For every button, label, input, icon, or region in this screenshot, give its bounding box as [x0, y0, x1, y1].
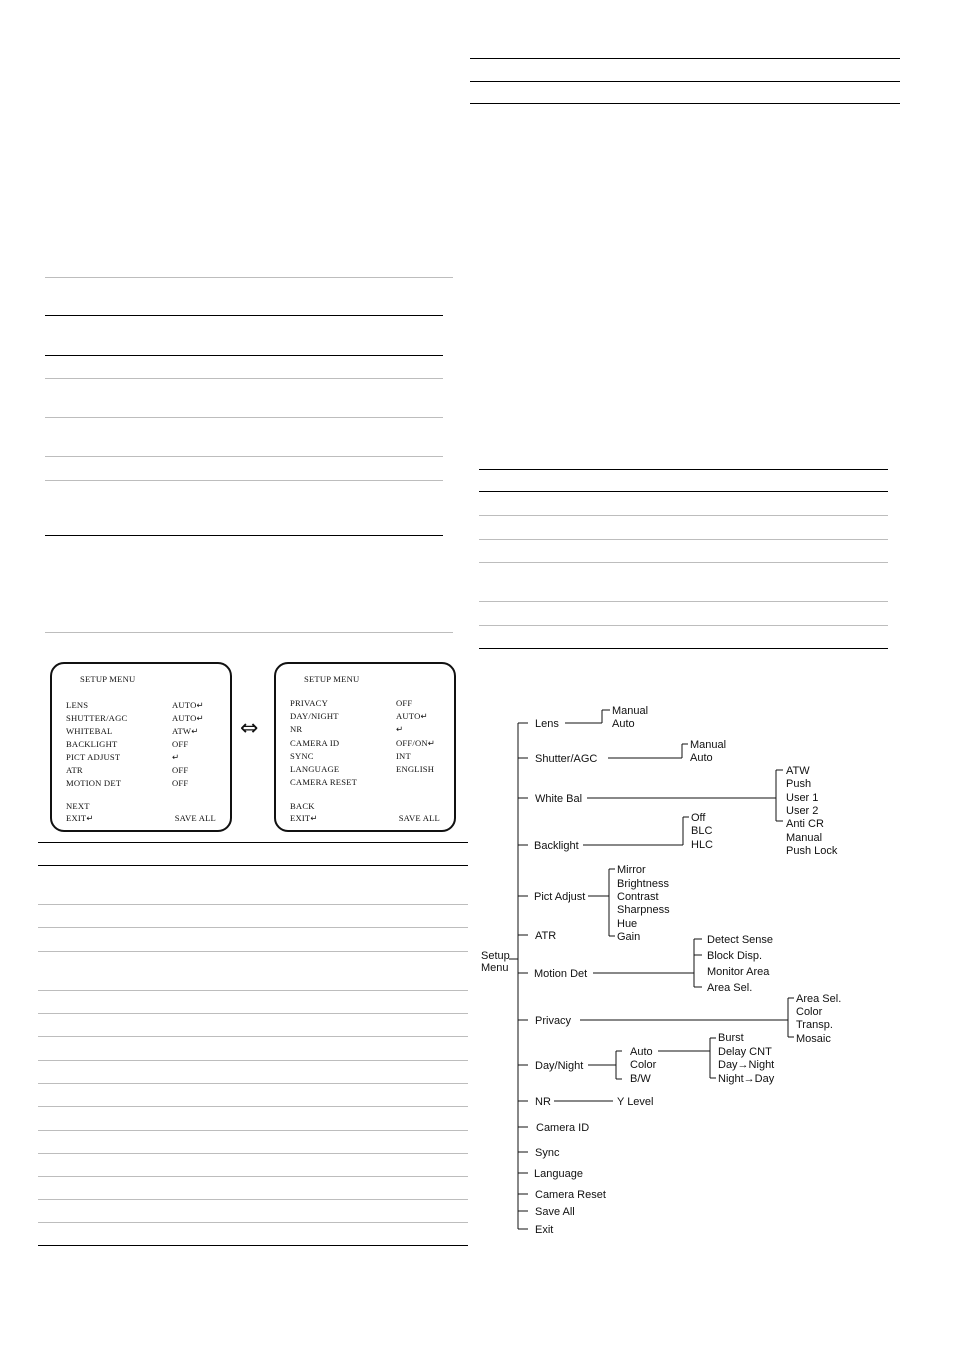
table-rule [38, 990, 468, 991]
menu-row-value: OFF [396, 698, 413, 708]
menu-row-motion-det [66, 778, 220, 790]
table-rule [38, 1153, 468, 1154]
tree-child: Gain [617, 931, 641, 943]
tree-grandchild: Burst [718, 1032, 744, 1044]
menu-row-label: MOTION DET [66, 778, 122, 788]
tree-child: Area Sel. [707, 982, 753, 994]
menu-footer [66, 813, 216, 825]
tree-child: ATW [786, 765, 810, 777]
menu-row-value: ↵ [396, 724, 404, 734]
tree-child: Color [630, 1059, 657, 1071]
table-rule [38, 1245, 468, 1246]
table-rule [38, 1199, 468, 1200]
menu-row-label: LANGUAGE [290, 764, 340, 774]
table-rule [38, 951, 468, 952]
menu-row-value: ↵ [172, 752, 180, 762]
tree-item-language: Language [534, 1168, 583, 1180]
tree-child: Contrast [617, 891, 659, 903]
table-rule [38, 927, 468, 928]
table-rule [479, 515, 888, 516]
tree-item-pict-adjust: Pict Adjust [534, 891, 586, 903]
table-rule [45, 378, 443, 379]
menu-next: NEXT [66, 801, 90, 811]
table-rule [479, 491, 888, 492]
menu-back: BACK [290, 801, 315, 811]
menu-row-value: ATW↵ [172, 726, 199, 736]
table-rule [38, 904, 468, 905]
table-rule [38, 1176, 468, 1177]
menu-row-shutter-agc [66, 713, 220, 725]
tree-item-camera-reset: Camera Reset [535, 1189, 606, 1201]
tree-item-lens: Lens [535, 718, 559, 730]
table-rule [45, 480, 443, 481]
table-rule [479, 562, 888, 563]
menu-row-label: BACKLIGHT [66, 739, 118, 749]
table-rule [45, 456, 443, 457]
menu-row-value: OFF [172, 778, 189, 788]
tree-root-label: Menu [481, 962, 509, 974]
menu-tree-diagram [470, 696, 870, 1246]
table-rule [45, 355, 443, 356]
tree-child: Anti CR [786, 818, 824, 830]
menu-row-backlight [66, 739, 220, 751]
menu-footer [290, 813, 440, 825]
menu-row-sync [290, 751, 444, 763]
setup-menu-page-2 [274, 662, 456, 832]
tree-child: Auto [690, 752, 713, 764]
menu-row-camera-reset [290, 777, 444, 789]
menu-row-value: ENGLISH [396, 764, 435, 774]
table-rule [38, 1222, 468, 1223]
table-rule [479, 469, 888, 470]
tree-child: Transp. [796, 1019, 833, 1031]
menu-row-day-night [290, 711, 444, 723]
tree-child: Detect Sense [707, 934, 774, 946]
menu-row-label: CAMERA RESET [290, 777, 358, 787]
tree-child: Push Lock [786, 845, 838, 857]
tree-grandchild: Delay CNT [718, 1046, 772, 1058]
tree-child: Monitor Area [707, 966, 770, 978]
table-rule [479, 539, 888, 540]
tree-child: Push [786, 778, 812, 790]
tree-child: Color [796, 1006, 823, 1018]
tree-child: Manual [690, 739, 727, 751]
menu-row-label: LENS [66, 700, 89, 710]
tree-item-camera-id: Camera ID [536, 1122, 590, 1134]
menu-row-label: PRIVACY [290, 698, 329, 708]
menu-exit: EXIT↵ [66, 813, 94, 823]
tree-child: B/W [630, 1073, 651, 1085]
tree-child: User 1 [786, 792, 819, 804]
menu-row-nr [290, 724, 444, 736]
tree-child: Auto [612, 718, 635, 730]
setup-menu-page-1 [50, 662, 232, 832]
menu-row-lens [66, 700, 220, 712]
menu-row-pict-adjust [66, 752, 220, 764]
table-rule [470, 58, 900, 59]
tree-child: Sharpness [617, 904, 670, 916]
tree-child: Mosaic [796, 1033, 831, 1045]
menu-row-value: OFF/ON↵ [396, 738, 436, 748]
menu-save-all: SAVE ALL [174, 813, 216, 823]
menu-row-atr [66, 765, 220, 777]
tree-child: HLC [691, 839, 714, 851]
tree-item-day-night: Day/Night [535, 1060, 584, 1072]
menu-row-label: PICT ADJUST [66, 752, 121, 762]
menu-row-camera-id [290, 738, 444, 750]
table-rule [45, 315, 443, 316]
tree-child: Mirror [617, 864, 646, 876]
tree-item-backlight: Backlight [534, 840, 579, 852]
menu-row-value: OFF [172, 765, 189, 775]
tree-child: Brightness [617, 878, 669, 890]
tree-root-label: Setup [481, 950, 510, 962]
menu-row-label: ATR [66, 765, 83, 775]
menu-row-label: NR [290, 724, 303, 734]
tree-item-shutter-agc: Shutter/AGC [535, 753, 598, 765]
table-rule [479, 601, 888, 602]
tree-child: BLC [691, 825, 713, 837]
table-rule [38, 1083, 468, 1084]
tree-child: Manual [786, 832, 823, 844]
menu-row-value: AUTO↵ [172, 700, 204, 710]
menu-row-value: INT [396, 751, 411, 761]
menu-row-value: AUTO↵ [396, 711, 428, 721]
menu-row-value: OFF [172, 739, 189, 749]
table-rule [45, 277, 453, 278]
tree-child: Y Level [617, 1096, 654, 1108]
tree-child: Off [691, 812, 706, 824]
menu-row-label: SHUTTER/AGC [66, 713, 128, 723]
tree-item-atr: ATR [535, 930, 557, 942]
tree-item-sync: Sync [535, 1147, 560, 1159]
tree-item-exit: Exit [535, 1224, 554, 1236]
table-rule [38, 1060, 468, 1061]
tree-item-privacy: Privacy [535, 1015, 572, 1027]
menu-row-label: DAY/NIGHT [290, 711, 339, 721]
table-rule [470, 81, 900, 82]
menu-title: SETUP MENU [80, 674, 136, 684]
table-rule [38, 842, 468, 843]
tree-item-white-bal: White Bal [535, 793, 583, 805]
table-rule [45, 417, 443, 418]
tree-child: Block Disp. [707, 950, 763, 962]
tree-grandchild: Night→Day [718, 1073, 775, 1085]
table-rule [45, 535, 443, 536]
tree-child: Hue [617, 918, 638, 930]
table-rule [479, 625, 888, 626]
menu-row-privacy [290, 698, 444, 710]
table-rule [38, 1130, 468, 1131]
menu-row-label: WHITEBAL [66, 726, 113, 736]
tree-child: Manual [612, 705, 649, 717]
table-rule [38, 865, 468, 866]
tree-item-nr: NR [535, 1096, 551, 1108]
menu-exit: EXIT↵ [290, 813, 318, 823]
tree-grandchild: Day→Night [718, 1059, 775, 1071]
table-rule [45, 632, 453, 633]
menu-row-label: CAMERA ID [290, 738, 340, 748]
tree-item-motion-det: Motion Det [534, 968, 588, 980]
menu-row-language [290, 764, 444, 776]
menu-save-all: SAVE ALL [398, 813, 440, 823]
menu-row-whitebal [66, 726, 220, 738]
table-rule [470, 103, 900, 104]
tree-child: Area Sel. [796, 993, 842, 1005]
double-arrow-icon: ⇔ [240, 716, 259, 741]
tree-item-save-all: Save All [535, 1206, 575, 1218]
menu-row-value: AUTO↵ [172, 713, 204, 723]
table-rule [38, 1036, 468, 1037]
table-rule [479, 648, 888, 649]
table-rule [38, 1106, 468, 1107]
menu-row-label: SYNC [290, 751, 314, 761]
tree-child: Auto [630, 1046, 653, 1058]
tree-child: User 2 [786, 805, 819, 817]
menu-title: SETUP MENU [304, 674, 360, 684]
table-rule [38, 1013, 468, 1014]
